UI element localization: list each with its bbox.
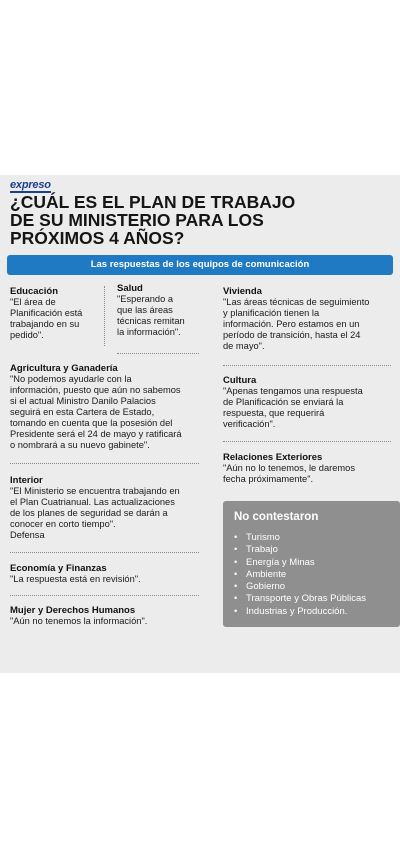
answer-line: si el actual Ministro Danilo Palacios [10,396,156,406]
answer-line: "Las áreas técnicas de seguimiento [223,297,370,307]
no-contestaron-title: No contestaron [234,511,319,523]
answer-line: tomando en cuenta que la posesión del [10,418,173,428]
answer-line: verificación". [223,419,276,429]
answer-line: "Aún no tenemos la información". [10,616,148,626]
divider [223,441,391,442]
no-contestaron-list [234,532,366,618]
answer-vivienda [223,286,398,352]
list-item [234,532,366,544]
no-contestaron-box [223,501,400,627]
list-item-label: Transporte y Obras Públicas [246,593,367,605]
answer-line: que las áreas [117,305,173,315]
headline-line: DE SU MINISTERIO PARA LOS [10,210,264,230]
list-item [234,557,366,569]
answer-line: "Apenas tengamos una respuesta [223,386,363,396]
answer-relaciones-exteriores [223,452,398,485]
ministry-title: Agricultura y Ganadería [10,363,118,374]
bullet-icon: • [234,593,238,605]
list-item-label: Ambiente [246,568,287,580]
answer-line: de mayo". [223,341,265,351]
ministry-title: Interior [10,475,43,486]
bullet-icon: • [234,581,238,593]
answer-line: pedido". [10,330,44,340]
answer-line: información. Pero estamos en un [223,319,360,329]
divider [10,595,199,596]
bullet-icon: • [234,568,238,580]
list-item [234,569,366,581]
answer-line: "Esperando a [117,294,174,304]
answer-mujer-derechos-humanos [10,605,215,627]
answer-educacion [10,286,102,341]
ministry-title: Vivienda [223,286,262,297]
list-item [234,606,366,618]
list-item [234,593,366,605]
answer-line: "La respuesta está en revisión". [10,574,141,584]
answer-line: la información". [117,327,181,337]
list-item-label: Energía y Minas [246,556,315,568]
divider [117,353,199,354]
bullet-icon: • [234,556,238,568]
answer-economia [10,563,215,585]
list-item-label: Gobierno [246,581,286,593]
answer-line: "No podemos ayudarle con la [10,374,132,384]
headline-line: PRÓXIMOS 4 AÑOS? [10,228,185,248]
answer-line: de los planes de seguridad se darán a [10,508,168,518]
ministry-title: Relaciones Exteriores [223,452,323,463]
list-item [234,581,366,593]
answer-line: conocer en corto tiempo". [10,519,116,529]
answer-line: de Planificación se enviará la [223,397,344,407]
answer-line: Defensa [10,530,45,540]
divider [10,552,199,553]
answer-line: "Aún no lo tenemos, le daremos [223,463,355,473]
headline [10,193,395,247]
divider [10,463,199,464]
bullet-icon: • [234,532,238,543]
divider [223,365,391,366]
ministry-title: Salud [117,283,143,294]
ministry-title: Educación [10,286,59,297]
answer-line: técnicas remitan [117,316,185,326]
answer-interior [10,475,220,541]
list-item-label: Industrias y Producción. [246,605,348,617]
answer-line: período de transición, hasta el 24 [223,330,361,340]
ministry-title: Economía y Finanzas [10,563,107,574]
answer-line: trabajando en su [10,319,80,329]
answer-line: fecha próximamente". [223,474,314,484]
list-item [234,544,366,556]
headline-line: ¿CUÁL ES EL PLAN DE TRABAJO [10,192,296,212]
answer-line: seguirá en esta Cartera de Estado, [10,407,155,417]
answer-line: o nombrará a su nuevo gabinete". [10,440,150,450]
answer-line: respuesta, que requerirá [223,408,325,418]
column-divider [104,286,105,346]
ministry-title: Cultura [223,375,257,386]
bullet-icon: • [234,544,238,556]
answer-line: Presidente será el 24 de mayo y ratificará [10,429,182,439]
section-banner: Las respuestas de los equipos de comunicación [7,255,393,275]
list-item-label: Turismo [246,532,280,543]
answer-cultura [223,375,398,430]
answer-agricultura [10,363,215,451]
answer-salud [117,283,209,338]
infographic-card [0,175,400,673]
expreso-logo: expreso [10,179,51,191]
ministry-title: Mujer y Derechos Humanos [10,605,136,616]
answer-line: "El Ministerio se encuentra trabajando en [10,486,180,496]
answer-line: información, puesto que aún no sabemos [10,385,181,395]
list-item-label: Trabajo [246,544,278,556]
answer-line: Planificación está [10,308,83,318]
answer-line: el Plan Cuatrianual. Las actualizaciones [10,497,175,507]
answer-line: y planificación tienen la [223,308,320,318]
answer-line: "El área de [10,297,56,307]
bullet-icon: • [234,605,238,617]
